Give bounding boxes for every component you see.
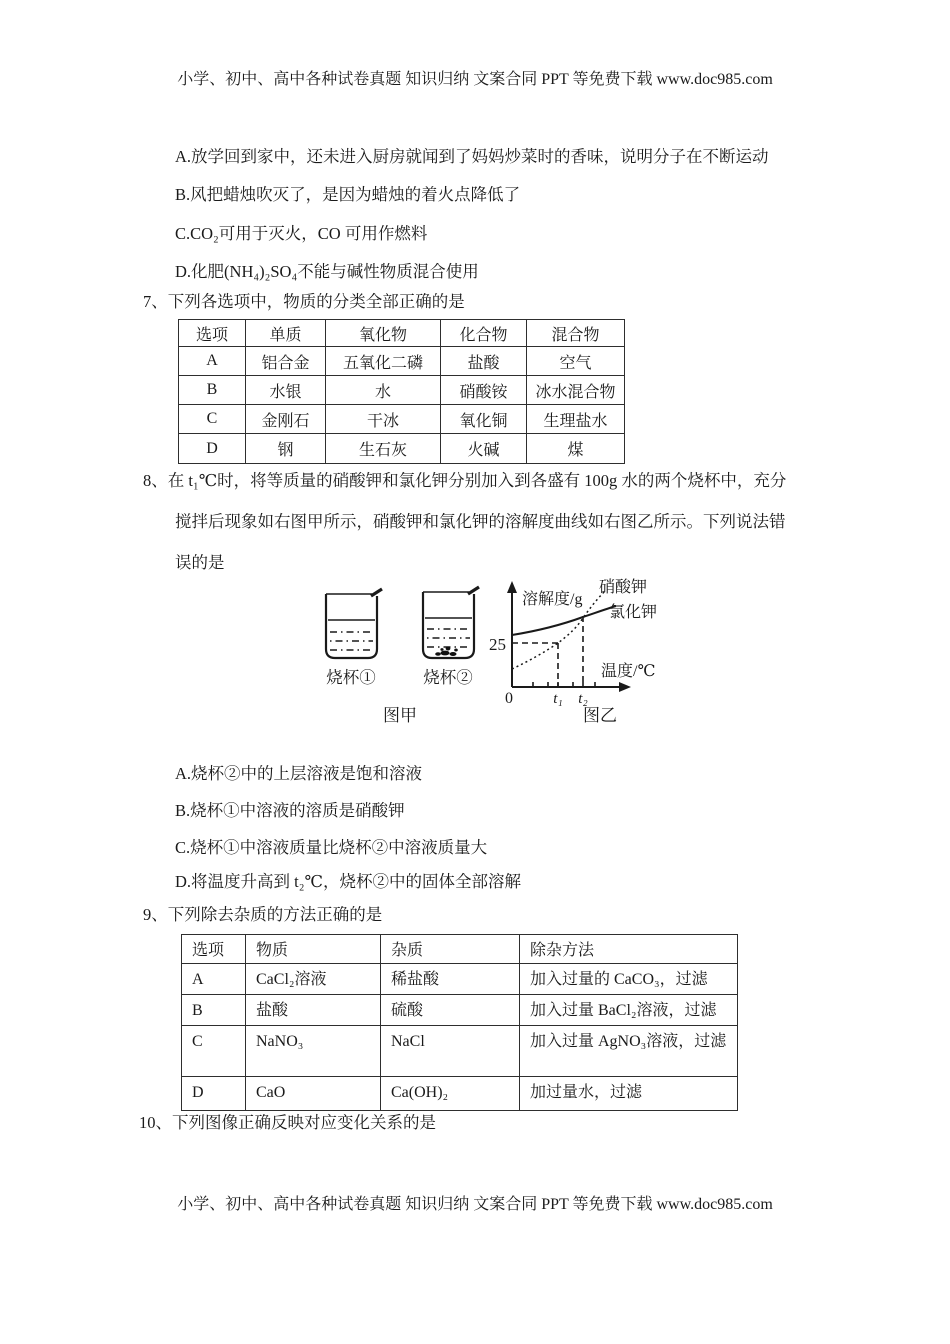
table-cell: NaCl [381, 1026, 520, 1077]
q8-option-d: D.将温度升高到 t₂℃，烧杯②中的固体全部溶解 [175, 872, 521, 891]
table-cell: 加入过量的 CaCO₃，过滤 [520, 964, 738, 995]
y-tick-25: 25 [489, 635, 506, 654]
table-cell: 加入过量 AgNO₃溶液，过滤 [520, 1026, 738, 1077]
table-cell: 稀盐酸 [381, 964, 520, 995]
q7-table [178, 319, 625, 464]
curve-label-kno3: 硝酸钾 [599, 579, 648, 596]
table-cell: 空气 [527, 347, 625, 376]
table-cell: A [182, 964, 246, 995]
y-axis-arrow [507, 581, 517, 593]
origin-label: 0 [505, 690, 513, 707]
table-cell: 加入过量 BaCl₂溶液，过滤 [520, 995, 738, 1026]
beaker2-drawing [423, 587, 479, 658]
table-cell: 铝合金 [246, 347, 326, 376]
q9-table-row-c [182, 1026, 738, 1077]
table-cell: 火碱 [441, 434, 527, 464]
curve-potassium-chloride [512, 606, 616, 635]
table-cell: B [179, 376, 246, 405]
beaker1-label: 烧杯① [326, 668, 376, 687]
beaker2-solid-residue [435, 647, 458, 657]
table-cell: 水银 [246, 376, 326, 405]
table-cell: 煤 [527, 434, 625, 464]
x-axis-label: 温度/℃ [601, 663, 656, 680]
x-tick-t2: t₂ [578, 691, 588, 707]
table-cell: 生理盐水 [527, 405, 625, 434]
table-cell: 加过量水，过滤 [520, 1077, 738, 1111]
table-cell: 硝酸铵 [441, 376, 527, 405]
page-footer: 小学、初中、高中各种试卷真题 知识归纳 文案合同 PPT 等免费下载 www.doc985.com [177, 1196, 773, 1213]
table-cell: CaCl₂溶液 [246, 964, 381, 995]
curve-label-kcl: 氯化钾 [609, 604, 658, 621]
page-header: 小学、初中、高中各种试卷真题 知识归纳 文案合同 PPT 等免费下载 www.doc985.com [177, 71, 773, 88]
q7-table-row-c [179, 405, 625, 434]
q8-stem-line-1: 8、在 t₁℃时，将等质量的硝酸钾和氯化钾分别加入到各盛有 100g 水的两个烧杯中，充分 [143, 471, 787, 490]
q7-table-row-a [179, 347, 625, 376]
q8-figure [305, 578, 710, 730]
table-cell: C [182, 1026, 246, 1077]
beaker1-drawing [326, 589, 382, 658]
graph-guide-lines [512, 616, 583, 687]
x-tick-t1: t₁ [553, 691, 563, 707]
table-cell: D [179, 434, 246, 464]
table-cell: 冰水混合物 [527, 376, 625, 405]
beaker2-label: 烧杯② [423, 668, 473, 687]
q6-option-a: A.放学回到家中，还未进入厨房就闻到了妈妈炒菜时的香味，说明分子在不断运动 [175, 147, 769, 166]
figure-left-caption: 图甲 [383, 706, 417, 725]
q7-header-cell: 单质 [246, 320, 326, 347]
q9-header-cell: 杂质 [381, 935, 520, 964]
q8-option-a: A.烧杯②中的上层溶液是饱和溶液 [175, 764, 423, 783]
q9-header-cell: 除杂方法 [520, 935, 738, 964]
table-cell: 水 [326, 376, 441, 405]
q6-option-d: D.化肥(NH₄)₂SO₄不能与碱性物质混合使用 [175, 262, 479, 281]
q9-table-row-a [182, 964, 738, 995]
q7-table-header-row [179, 320, 625, 347]
q9-header-cell: 物质 [246, 935, 381, 964]
x-axis-arrow [619, 682, 631, 692]
table-cell: 盐酸 [246, 995, 381, 1026]
table-cell: CaO [246, 1077, 381, 1111]
q8-option-c: C.烧杯①中溶液质量比烧杯②中溶液质量大 [175, 838, 488, 857]
q10-title: 10、下列图像正确反映对应变化关系的是 [139, 1113, 436, 1132]
q6-option-c: C.CO₂可用于灭火，CO 可用作燃料 [175, 224, 428, 243]
table-cell: 硫酸 [381, 995, 520, 1026]
y-axis-label: 溶解度/g [522, 591, 583, 608]
q8-option-b: B.烧杯①中溶液的溶质是硝酸钾 [175, 801, 405, 820]
q7-header-cell: 选项 [179, 320, 246, 347]
q8-stem-line-3: 误的是 [175, 553, 225, 572]
table-cell: NaNO₃ [246, 1026, 381, 1077]
q9-header-cell: 选项 [182, 935, 246, 964]
table-cell: B [182, 995, 246, 1026]
table-cell: 金刚石 [246, 405, 326, 434]
table-cell: 干冰 [326, 405, 441, 434]
q7-header-cell: 混合物 [527, 320, 625, 347]
table-cell: C [179, 405, 246, 434]
q9-table [181, 934, 738, 1111]
table-cell: 生石灰 [326, 434, 441, 464]
q7-table-row-b [179, 376, 625, 405]
q7-title: 7、下列各选项中，物质的分类全部正确的是 [143, 292, 465, 311]
table-cell: 氧化铜 [441, 405, 527, 434]
table-cell: D [182, 1077, 246, 1111]
q9-table-row-d [182, 1077, 738, 1111]
q6-option-b: B.风把蜡烛吹灭了，是因为蜡烛的着火点降低了 [175, 185, 521, 204]
table-cell: A [179, 347, 246, 376]
table-cell: 钢 [246, 434, 326, 464]
q9-table-header-row [182, 935, 738, 964]
table-cell: Ca(OH)₂ [381, 1077, 520, 1111]
table-cell: 五氧化二磷 [326, 347, 441, 376]
table-cell: 盐酸 [441, 347, 527, 376]
q8-stem-line-2: 搅拌后现象如右图甲所示，硝酸钾和氯化钾的溶解度曲线如右图乙所示。下列说法错 [175, 512, 786, 531]
q7-header-cell: 氧化物 [326, 320, 441, 347]
q7-table-row-d [179, 434, 625, 464]
q9-table-row-b [182, 995, 738, 1026]
q7-header-cell: 化合物 [441, 320, 527, 347]
figure-right-caption: 图乙 [583, 706, 617, 725]
q9-title: 9、下列除去杂质的方法正确的是 [143, 905, 383, 924]
